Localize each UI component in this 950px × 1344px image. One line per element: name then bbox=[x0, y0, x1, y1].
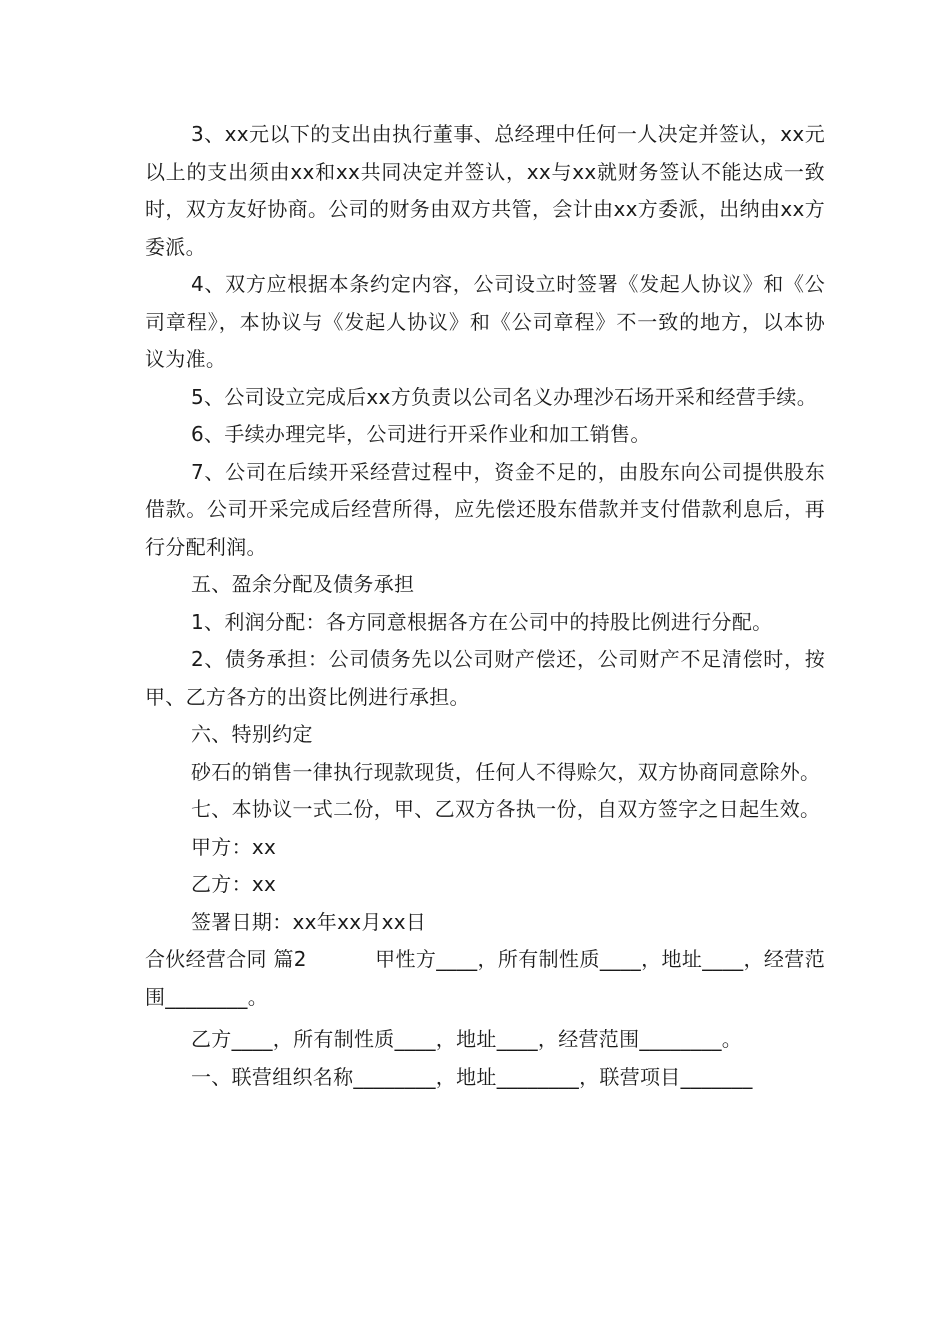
signature-date: 签署日期：xx年xx月xx日 bbox=[191, 909, 427, 934]
signature-party-b: 乙方：xx bbox=[191, 872, 277, 896]
section2-party-b: 乙方____，所有制性质____，地址____，经营范围________。 bbox=[191, 1027, 743, 1051]
section-heading-special-terms: 六、特别约定 bbox=[191, 722, 313, 746]
section2-first-line: 甲性方____，所有制性质____，地址____，经营范围________。 bbox=[145, 947, 825, 1009]
paragraph-debt-bearing: 2、债务承担：公司债务先以公司财产偿还，公司财产不足清偿时，按甲、乙方各方的出资比例进行承担。 bbox=[145, 647, 825, 709]
paragraph-profit-distribution: 1、利润分配：各方同意根据各方在公司中的持股比例进行分配。 bbox=[191, 609, 773, 634]
paragraph-clause-3: 3、xx元以下的支出由执行董事、总经理中任何一人决定并签认，xx元以上的支出须由xx和xx共同决定并签认，xx与xx就财务签认不能达成一致时，双方友好协商。公司的财务由双方共管，会计由xx方委派，出纳由xx方委派。 bbox=[145, 122, 825, 259]
paragraph-clause-6: 6、手续办理完毕，公司进行开采作业和加工销售。 bbox=[191, 422, 651, 446]
section-heading-profit-debt: 五、盈余分配及债务承担 bbox=[191, 572, 415, 596]
paragraph-effective-terms: 七、本协议一式二份，甲、乙双方各执一份，自双方签字之日起生效。 bbox=[191, 797, 821, 821]
paragraph-sales-terms: 砂石的销售一律执行现款现货，任何人不得赊欠，双方协商同意除外。 bbox=[191, 759, 821, 784]
paragraph-clause-4: 4、双方应根据本条约定内容，公司设立时签署《发起人协议》和《公司章程》，本协议与《发起人协议》和《公司章程》不一致的地方，以本协议为准。 bbox=[145, 272, 825, 371]
paragraph-clause-5: 5、公司设立完成后xx方负责以公司名义办理沙石场开采和经营手续。 bbox=[191, 384, 817, 409]
section2-heading: 合伙经营合同 篇2 bbox=[145, 947, 307, 971]
signature-party-a: 甲方：xx bbox=[191, 834, 277, 859]
paragraph-clause-7: 7、公司在后续开采经营过程中，资金不足的，由股东向公司提供股东借款。公司开采完成后经营所得，应先偿还股东借款并支付借款利息后，再行分配利润。 bbox=[145, 459, 825, 559]
document-body bbox=[145, 116, 825, 1096]
section2-clause-1: 一、联营组织名称________，地址________，联营项目_______ bbox=[191, 1064, 753, 1089]
section2-intro bbox=[145, 941, 825, 1016]
